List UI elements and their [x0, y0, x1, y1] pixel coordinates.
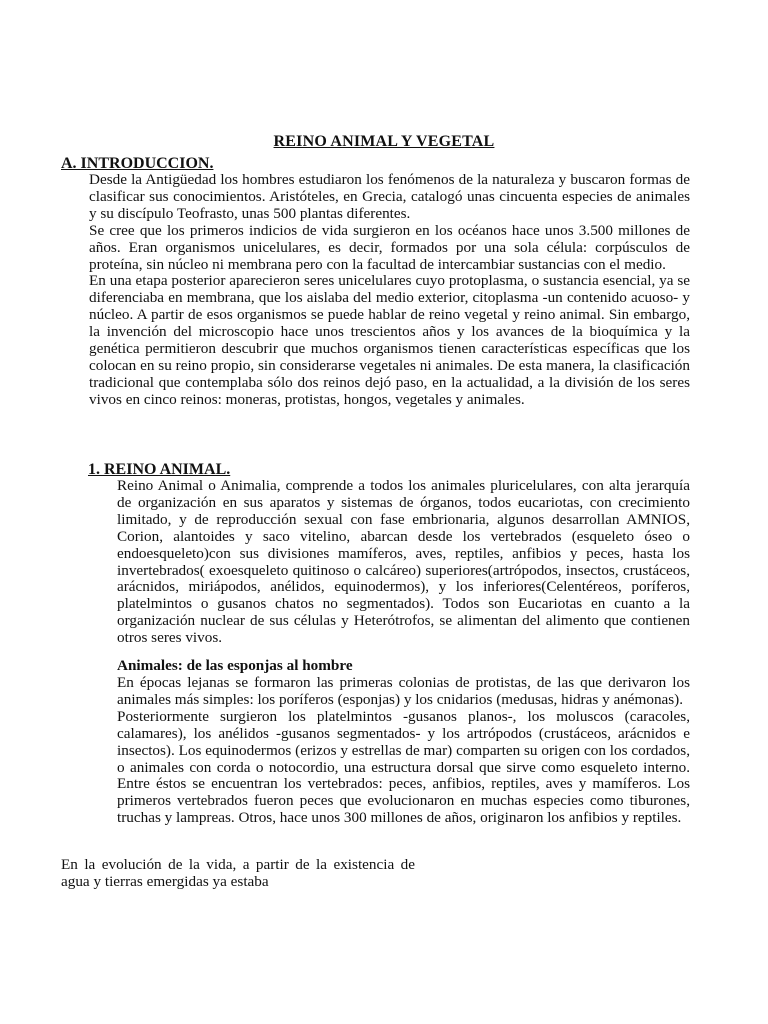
reino-animal-text: Reino Animal o Animalia, comprende a todos los animales pluricelulares, con alta jerarquía de organización en sus aparatos y sistemas de órganos, todos eucariotas, con crecimiento limitado, y de reproducción sexual con fase embrionaria, algunos desarrollan AMNIOS, Corion, alantoides y saco vitelino, abarcan desde los vertebrados (esqueleto óseo o endoesqueleto)con sus divisiones mamíferos, aves, reptiles, anfibios y peces, hasta los invertebrados( exoesqueleto quitinoso o calcáreo) superiores(artrópodos, insectos, crustáceos, arácnidos, miriápodos, anélidos, equinodermos), y los inferiores(Celentéreos, poríferos, platelmintos o gusanos chatos no segmentados). Todos son Eucariotas en cuanto a la organización nuclear de sus células y Heterótrofos, se alimentan del alimento que contienen otros seres vivos. — [117, 477, 690, 647]
subsection-title: Animales: de las esponjas al hombre — [117, 657, 353, 674]
intro-paragraph: En una etapa posterior aparecieron seres unicelulares cuyo protoplasma, o sustancia esencial, ya se diferenciaba en membrana, que los aislaba del medio exterior, citoplasma -un contenido acuoso- y núcleo. A partir de esos organismos se puede hablar de reino vegetal y reino animal. Sin embargo, la invención del microscopio hace unos trescientos años y los avances de la bioquímica y la genética permitieron descubrir que muchos organismos tienen características específicas que los colocan en su reino propio, sin considerarse vegetales ni animales. De esta manera, la clasificación tradicional que contemplaba sólo dos reinos dejó paso, en la actualidad, a la división de los seres vivos en cinco reinos: moneras, protistas, hongos, vegetales y animales. — [89, 272, 690, 408]
reino-animal-paragraph — [117, 478, 690, 647]
section-heading-introduccion: A. INTRODUCCION. — [61, 155, 214, 172]
intro-section — [89, 172, 690, 409]
trailing-paragraph — [61, 857, 415, 891]
document-title: REINO ANIMAL Y VEGETAL — [273, 133, 495, 150]
section-heading-reino-animal: 1. REINO ANIMAL. — [88, 461, 231, 478]
intro-paragraph: Se cree que los primeros indicios de vida surgieron en los océanos hace unos 3.500 millones de años. Eran organismos unicelulares, es decir, formados por una sola célula: corpúsculos de proteína, sin núcleo ni membrana pero con la facultad de intercambiar sustancias con el medio. — [89, 221, 690, 273]
subsection-paragraph: Posteriormente surgieron los platelmintos -gusanos planos-, los moluscos (caracoles, calamares), los anélidos -gusanos segmentados- y los artrópodos (crustáceos, arácnidos e insectos). Los equinodermos (erizos y estrellas de mar) comparten su origen con los cordados, o animales con corda o notocordio, una estructura dorsal que sirve como esqueleto interno. Entre éstos se encuentran los vertebrados: peces, anfibios, reptiles, aves y mamíferos. Los primeros vertebrados fueron peces que evolucionaron en muchas especies como tiburones, truchas y lampreas. Otros, hace unos 300 millones de años, originaron los anfibios y reptiles. — [117, 707, 690, 827]
trailing-text: En la evolución de la vida, a partir de la existencia de agua y tierras emergidas ya estaba — [61, 856, 415, 890]
subsection-paragraph: En épocas lejanas se formaron las primeras colonias de protistas, de las que derivaron los animales más simples: los poríferos (esponjas) y los cnidarios (medusas, hidras y anémonas). — [117, 674, 690, 708]
subsection-body — [117, 675, 690, 827]
intro-paragraph: Desde la Antigüedad los hombres estudiaron los fenómenos de la naturaleza y buscaron formas de clasificar sus conocimientos. Aristóteles, en Grecia, catalogó unas cincuenta especies de animales y su discípulo Teofrasto, unas 500 plantas diferentes. — [89, 171, 690, 222]
subsection-heading — [117, 658, 690, 675]
